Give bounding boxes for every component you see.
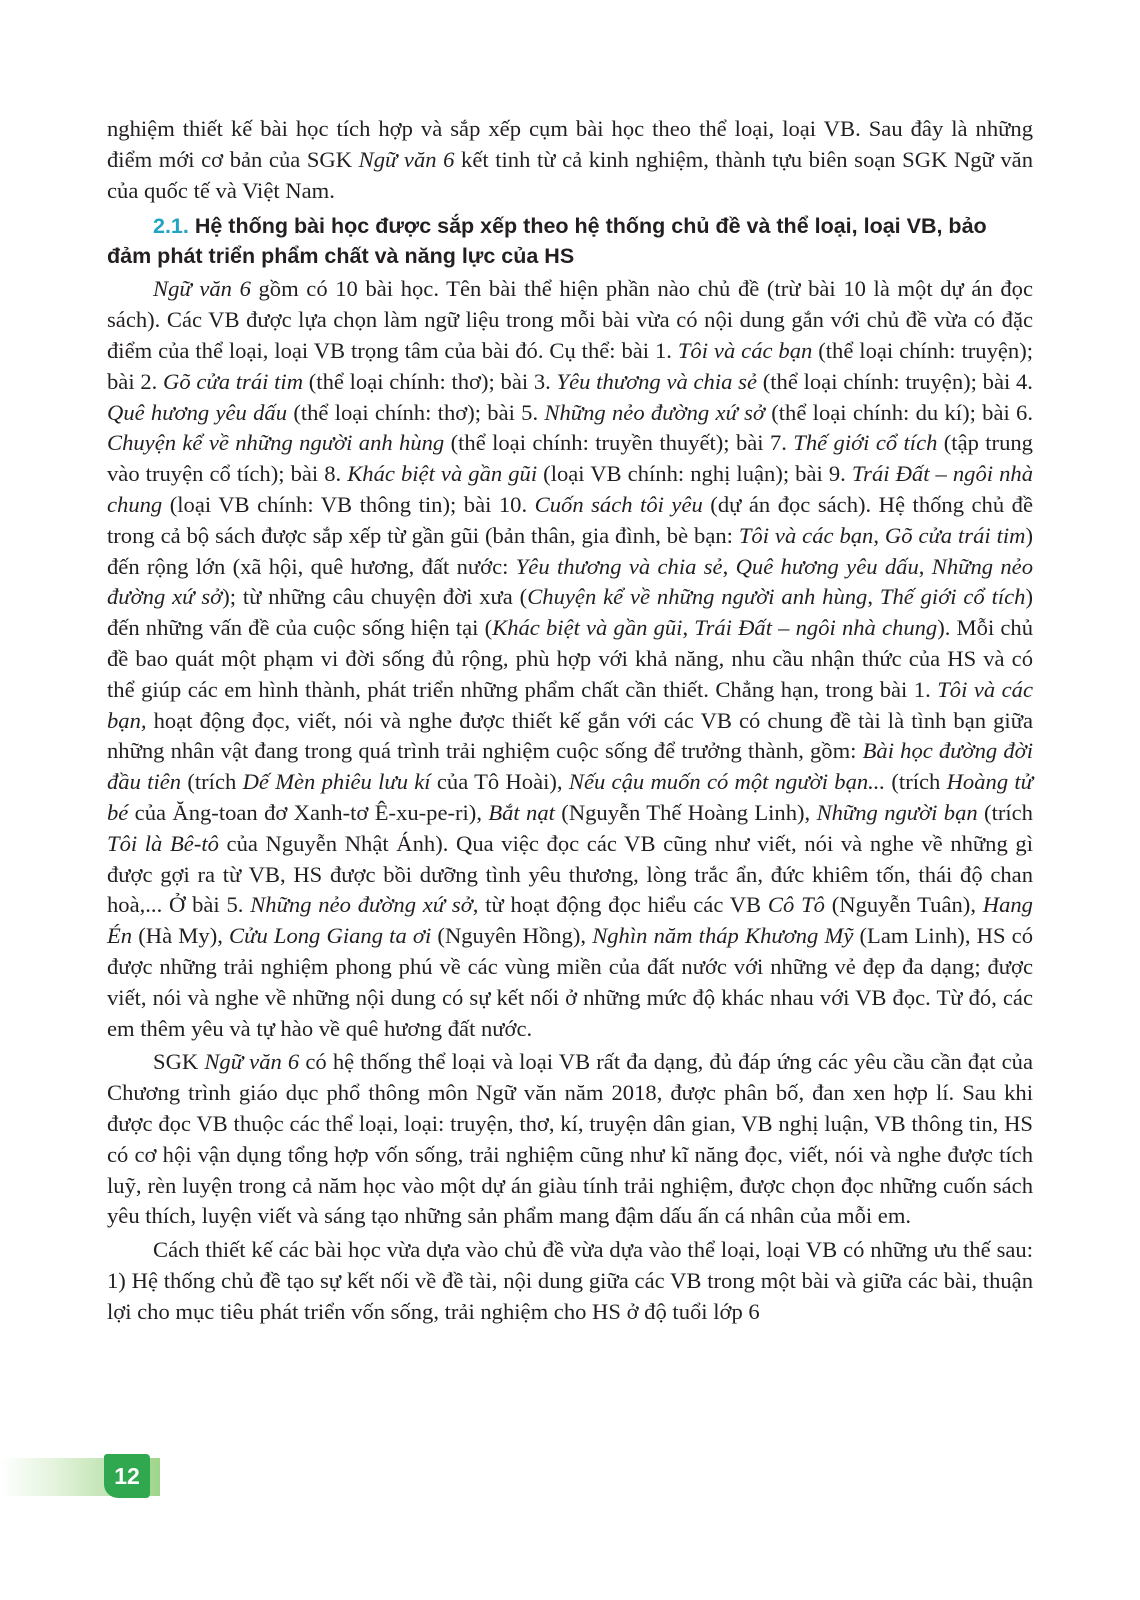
intro-paragraph: nghiệm thiết kế bài học tích hợp và sắp xếp cụm bài học theo thể loại, loại VB. Sau đây là những điểm mới cơ bản của SGK Ngữ văn 6 kết tinh từ cả kinh nghiệm, thành tựu biên soạn SGK Ngữ văn của quốc tế và Việt Nam. — [107, 116, 1034, 203]
body-paragraph-3: Cách thiết kế các bài học vừa dựa vào chủ đề vừa dựa vào thể loại, loại VB có những ưu thế sau: 1) Hệ thống chủ đề tạo sự kết nối về đề tài, nội dung giữa các VB trong một bài và giữa các bài, thuận lợi cho mục tiêu phát triển vốn sống, trải nghiệm cho HS ở độ tuổi lớp 6 — [107, 1237, 1033, 1324]
section-number: 2.1. — [153, 214, 189, 239]
body-paragraph-2: SGK Ngữ văn 6 có hệ thống thể loại và loại VB rất đa dạng, đủ đáp ứng các yêu cầu cần đạt của Chương trình giáo dục phổ thông môn Ngữ văn năm 2018, được phân bố, đan xen hợp lí. Sau khi được đọc VB thuộc các thể loại, loại: truyện, thơ, kí, truyện dân gian, VB nghị luận, VB thông tin, HS có cơ hội vận dụng tổng hợp vốn sống, trải nghiệm cũng như kĩ năng đọc, viết, nói và nghe được tích luỹ, rèn luyện trong cả năm học vào một dự án giàu tính trải nghiệm, được chọn đọc những cuốn sách yêu thích, luyện viết và sáng tạo những sản phẩm mang đậm dấu ấn cá nhân của mỗi em. — [107, 1049, 1033, 1229]
section-heading — [107, 211, 1033, 271]
page-number: 12 — [104, 1454, 150, 1498]
page-body — [107, 114, 1033, 1327]
section-title: Hệ thống bài học được sắp xếp theo hệ thống chủ đề và thể loại, loại VB, bảo đảm phát triển phẩm chất và năng lực của HS — [107, 214, 987, 269]
body-paragraph-1: Ngữ văn 6 gồm có 10 bài học. Tên bài thể hiện phần nào chủ đề (trừ bài 10 là một dự án đọc sách). Các VB được lựa chọn làm ngữ liệu trong mỗi bài vừa có nội dung gắn với chủ đề vừa có đặc điểm của thể loại, loại VB trọng tâm của bài đó. Cụ thể: bài 1. Tôi và các bạn (thể loại chính: truyện); bài 2. Gõ cửa trái tim (thể loại chính: thơ); bài 3. Yêu thương và chia sẻ (thể loại chính: truyện); bài 4. Quê hương yêu dấu (thể loại chính: thơ); bài 5. Những nẻo đường xứ sở (thể loại chính: du kí); bài 6. Chuyện kể về những người anh hùng (thể loại chính: truyền thuyết); bài 7. Thế giới cổ tích (tập trung vào truyện cổ tích); bài 8. Khác biệt và gần gũi (loại VB chính: nghị luận); bài 9. Trái Đất – ngôi nhà chung (loại VB chính: VB thông tin); bài 10. Cuốn sách tôi yêu (dự án đọc sách). Hệ thống chủ đề trong cả bộ sách được sắp xếp từ gần gũi (bản thân, gia đình, bè bạn: Tôi và các bạn, Gõ cửa trái tim) đến rộng lớn (xã hội, quê hương, đất nước: Yêu thương và chia sẻ, Quê hương yêu dấu, Những nẻo đường xứ sở); từ những câu chuyện đời xưa (Chuyện kể về những người anh hùng, Thế giới cổ tích) đến những vấn đề của cuộc sống hiện tại (Khác biệt và gần gũi, Trái Đất – ngôi nhà chung). Mỗi chủ đề bao quát một phạm vi đời sống đủ rộng, phù hợp với khả năng, nhu cầu nhận thức của HS và có thể giúp các em hình thành, phát triển những phẩm chất cần thiết. Chẳng hạn, trong bài 1. Tôi và các bạn, hoạt động đọc, viết, nói và nghe được thiết kế gắn với các VB có chung đề tài là tình bạn giữa những nhân vật đang trong quá trình trải nghiệm cuộc sống để trưởng thành, gồm: Bài học đường đời đầu tiên (trích Dế Mèn phiêu lưu kí của Tô Hoài), Nếu cậu muốn có một người bạn... (trích Hoàng tử bé của Ăng-toan đơ Xanh-tơ Ê-xu-pe-ri), Bắt nạt (Nguyễn Thế Hoàng Linh), Những người bạn (trích Tôi là Bê-tô của Nguyễn Nhật Ánh). Qua việc đọc các VB cũng như viết, nói và nghe về những gì được gợi ra từ VB, HS được bồi dưỡng tình yêu thương, lòng trắc ẩn, đức khiêm tốn, thái độ chan hoà,... Ở bài 5. Những nẻo đường xứ sở, từ hoạt động đọc hiểu các VB Cô Tô (Nguyễn Tuân), Hang Én (Hà My), Cửu Long Giang ta ơi (Nguyên Hồng), Nghìn năm tháp Khương Mỹ (Lam Linh), HS có được những trải nghiệm phong phú về các vùng miền của đất nước với những vẻ đẹp đa dạng; được viết, nói và nghe về những nội dung có sự kết nối ở những mức độ khác nhau với VB đọc. Từ đó, các em thêm yêu và tự hào về quê hương đất nước. — [107, 276, 1034, 1041]
